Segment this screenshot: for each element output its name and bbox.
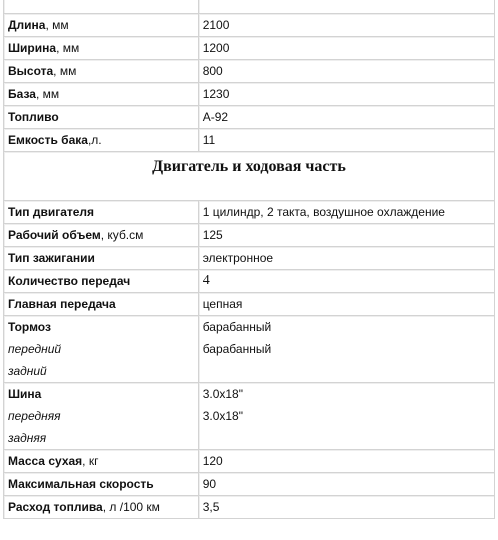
spec-label-tires bbox=[4, 383, 198, 449]
spec-name: Тип зажигании bbox=[8, 251, 95, 265]
spec-label-engine-type bbox=[4, 201, 198, 223]
brakes-front-label: передний bbox=[8, 342, 62, 356]
table-row bbox=[4, 293, 494, 315]
tires-rear-value: 3.0x18" bbox=[202, 409, 243, 423]
spec-label-fuel bbox=[4, 106, 198, 128]
spec-unit: , мм bbox=[35, 87, 60, 101]
spec-name: Топливо bbox=[8, 110, 59, 124]
spec-unit: , л /100 км bbox=[102, 500, 160, 514]
spec-label-ignition bbox=[4, 247, 198, 269]
spec-value-gears: 4 bbox=[199, 270, 494, 292]
table-row bbox=[4, 201, 494, 223]
table-row bbox=[4, 224, 494, 246]
spec-value-length: 2100 bbox=[199, 14, 494, 36]
spec-value-dry-weight: 120 bbox=[199, 450, 494, 472]
table-row bbox=[4, 450, 494, 472]
brakes-rear-label: задний bbox=[8, 364, 47, 378]
spec-name: Тип двигателя bbox=[8, 205, 95, 219]
table-row bbox=[4, 270, 494, 292]
table-row bbox=[4, 496, 494, 518]
spec-label-dry-weight bbox=[4, 450, 198, 472]
spec-unit: , мм bbox=[45, 18, 69, 32]
spec-value-base: 1230 bbox=[199, 83, 494, 105]
table-row bbox=[4, 473, 494, 495]
specifications-table bbox=[3, 0, 495, 519]
spec-label-height bbox=[4, 60, 198, 82]
spec-label-brakes bbox=[4, 316, 198, 382]
spec-name: База bbox=[8, 87, 36, 101]
tires-rear-label: задняя bbox=[8, 431, 47, 445]
spec-value-height: 800 bbox=[199, 60, 494, 82]
spec-name: Высота bbox=[8, 64, 54, 78]
spec-name: Рабочий объем bbox=[8, 228, 101, 242]
spec-name: Максимальная скорость bbox=[8, 477, 154, 491]
table-row bbox=[4, 83, 494, 105]
brakes-rear-value: барабанный bbox=[202, 342, 272, 356]
cell-value bbox=[199, 0, 494, 13]
spec-name: Главная передача bbox=[8, 297, 116, 311]
spec-value-final-drive: цепная bbox=[199, 293, 494, 315]
spec-label-final-drive bbox=[4, 293, 198, 315]
section-row bbox=[4, 152, 494, 200]
spec-unit: , кг bbox=[82, 454, 99, 468]
brakes-label: Тормоз bbox=[8, 320, 51, 334]
spec-value-fuel-consumption: 3,5 bbox=[199, 496, 494, 518]
table-row-brakes bbox=[4, 316, 494, 382]
spec-label-fuel-consumption bbox=[4, 496, 198, 518]
table-row bbox=[4, 60, 494, 82]
spec-value-brakes bbox=[199, 316, 494, 382]
spec-label-gears bbox=[4, 270, 198, 292]
spec-name: Емкость бака bbox=[8, 133, 88, 147]
section-title: Двигатель и ходовая часть bbox=[4, 152, 494, 200]
spec-label-displacement bbox=[4, 224, 198, 246]
brakes-front-value: барабанный bbox=[202, 320, 272, 334]
spec-unit: , мм bbox=[56, 41, 80, 55]
spec-value-engine-type: 1 цилиндр, 2 такта, воздушное охлаждение bbox=[199, 201, 494, 223]
table-row bbox=[4, 247, 494, 269]
spec-label-length bbox=[4, 14, 198, 36]
spec-unit: ,л. bbox=[87, 133, 102, 147]
spec-name: Количество передач bbox=[8, 274, 131, 288]
spec-label-base bbox=[4, 83, 198, 105]
table-row bbox=[4, 14, 494, 36]
spec-value-ignition: электронное bbox=[199, 247, 494, 269]
tires-front-label: передняя bbox=[8, 409, 61, 423]
spec-value-fuel: А-92 bbox=[199, 106, 494, 128]
table-row bbox=[4, 0, 494, 13]
spec-label-max-speed bbox=[4, 473, 198, 495]
tires-front-value: 3.0x18" bbox=[202, 387, 243, 401]
spec-name: Длина bbox=[8, 18, 46, 32]
spec-value-width: 1200 bbox=[199, 37, 494, 59]
table-row bbox=[4, 129, 494, 151]
spec-name: Масса сухая bbox=[8, 454, 83, 468]
spec-value-max-speed: 90 bbox=[199, 473, 494, 495]
spec-value-tank: 11 bbox=[199, 129, 494, 151]
spec-name: Расход топлива bbox=[8, 500, 103, 514]
spec-unit: , мм bbox=[53, 64, 77, 78]
table-row bbox=[4, 106, 494, 128]
spec-value-displacement: 125 bbox=[199, 224, 494, 246]
spec-name: Ширина bbox=[8, 41, 57, 55]
spec-value-tires bbox=[199, 383, 494, 449]
table-row bbox=[4, 37, 494, 59]
cell-label bbox=[4, 0, 198, 13]
spec-unit: , куб.см bbox=[100, 228, 144, 242]
tires-label: Шина bbox=[8, 387, 42, 401]
table-row-tires bbox=[4, 383, 494, 449]
spec-label-width bbox=[4, 37, 198, 59]
spec-label-tank bbox=[4, 129, 198, 151]
